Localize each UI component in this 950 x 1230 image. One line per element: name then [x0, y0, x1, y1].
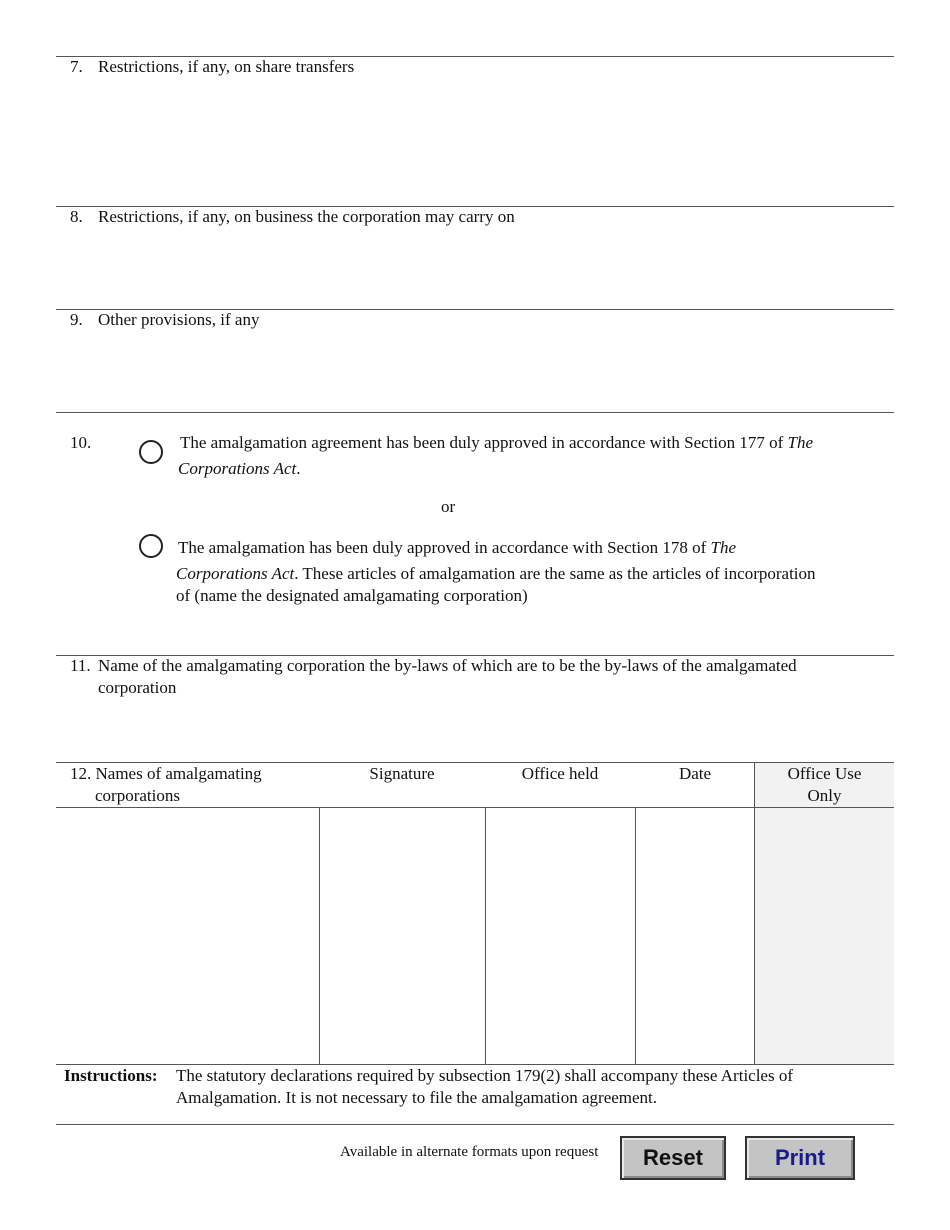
or-separator: or [441, 497, 456, 516]
designated-corporation-field[interactable] [176, 608, 894, 652]
section-178-text-line2 [176, 563, 816, 585]
footer-divider [56, 1124, 894, 1125]
section-9-number: 9. [70, 310, 83, 329]
section-10-number: 10. [70, 433, 92, 452]
instructions-line1: The statutory declarations required by subsection 179(2) shall accompany these Articles of [176, 1066, 794, 1085]
section-11-field[interactable] [56, 702, 894, 760]
col-header-office-held: Office held [521, 764, 599, 783]
section-11-number: 11. [70, 656, 91, 675]
section-177-act-italic2: Corporations Act [178, 459, 297, 478]
section-11-label-line2: corporation [98, 678, 177, 697]
section-178-rest: . These articles of amalgamation are the same as the articles of incorporation [294, 564, 816, 583]
reset-button[interactable]: Reset [620, 1136, 726, 1180]
section-7-field[interactable] [56, 80, 894, 204]
section-177-text: The amalgamation agreement has been duly approved in accordance with Section 177 of [180, 433, 788, 452]
section-177-text-line2 [178, 458, 300, 480]
instructions-line2: Amalgamation. It is not necessary to file the amalgamation agreement. [176, 1088, 658, 1107]
section-178-act-italic1: The [710, 538, 736, 557]
section-178-radio[interactable] [139, 534, 163, 558]
section-11-label-line1: Name of the amalgamating corporation the by-laws of which are to be the by-laws of the amalgamated [98, 656, 797, 675]
table-col-divider-4 [754, 763, 755, 1064]
office-held-cell[interactable] [486, 808, 635, 1064]
col-header-names-line2: corporations [95, 786, 180, 805]
section-178-text-line3: of (name the designated amalgamating corporation) [176, 586, 528, 605]
section-177-end: . [296, 459, 301, 478]
section-8-number: 8. [70, 207, 83, 226]
col-header-names-line1: 12. Names of amalgamating [70, 764, 262, 783]
section-178-text: The amalgamation has been duly approved in accordance with Section 178 of [178, 538, 711, 557]
section-8-field[interactable] [56, 230, 894, 306]
section-178-text-line1 [178, 537, 736, 559]
instructions-label-text: Instructions: [64, 1066, 158, 1085]
names-cell[interactable] [56, 808, 319, 1064]
section-177-radio[interactable] [139, 440, 163, 464]
print-button[interactable]: Print [745, 1136, 855, 1180]
section-9-label: Other provisions, if any [98, 310, 260, 329]
section-178-act-italic2: Corporations Act [176, 564, 295, 583]
section-177-act-italic1: The [787, 433, 814, 452]
signature-cell[interactable] [320, 808, 485, 1064]
instructions-label [64, 1065, 158, 1087]
col-header-office-use-line1: Office Use [787, 764, 862, 783]
section-177-text-line1 [180, 432, 813, 454]
col-header-office-use-line2: Only [807, 786, 842, 805]
section-7-label: Restrictions, if any, on share transfers [98, 57, 355, 76]
date-cell[interactable] [636, 808, 754, 1064]
office-use-column-shade [755, 763, 894, 1064]
section-9-field[interactable] [56, 333, 894, 409]
col-header-signature: Signature [369, 764, 435, 783]
divider-section-10 [56, 412, 894, 413]
col-header-date: Date [678, 764, 712, 783]
section-7-number: 7. [70, 57, 83, 76]
section-8-label: Restrictions, if any, on business the corporation may carry on [98, 207, 515, 226]
alternate-formats-note: Available in alternate formats upon request [340, 1144, 599, 1160]
